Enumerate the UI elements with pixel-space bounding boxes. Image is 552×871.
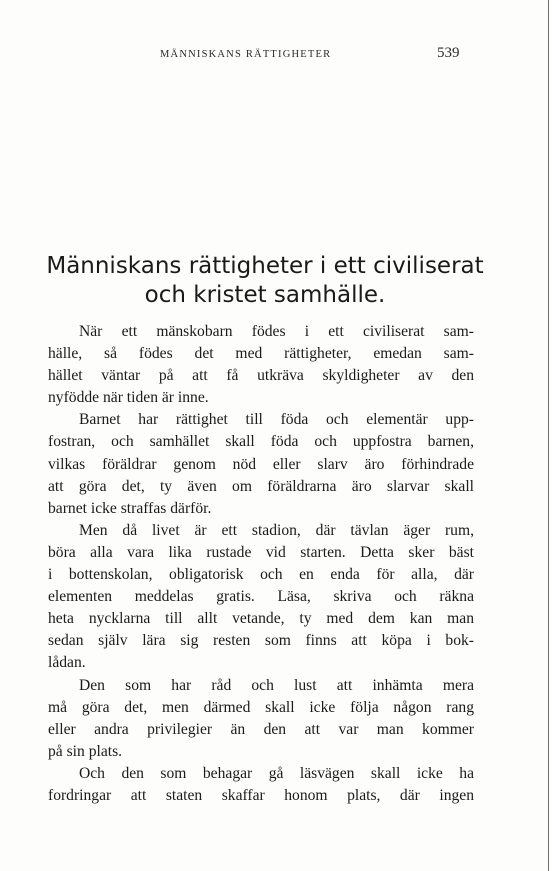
page-edge-line xyxy=(548,0,549,871)
paragraph-1-line: nyfödde när tiden är inne. xyxy=(48,389,209,407)
paragraph-1-line: hälle, så födes det med rättigheter, emedan sam- xyxy=(48,345,474,363)
paragraph-2-line: Barnet har rättighet till föda och elementär upp- xyxy=(79,411,474,429)
paragraph-3-line: heta nycklarna till allt vetande, ty med dem kan man xyxy=(48,610,474,628)
paragraph-5-line: Och den som behagar gå läsvägen skall icke ha xyxy=(79,764,474,782)
paragraph-4-line: må göra det, men därmed skall icke följa någon rang xyxy=(48,698,474,716)
body-text xyxy=(48,321,474,807)
paragraph-2-line: vilkas föräldrar genom nöd eller slarv äro förhindrade xyxy=(48,455,474,473)
running-head: MÄNNISKANS RÄTTIGHETER xyxy=(160,49,332,60)
paragraph-3-line: elementen meddelas gratis. Läsa, skriva och räkna xyxy=(48,588,474,606)
chapter-title-line-1: Människans rättigheter i ett civiliserat xyxy=(46,253,484,279)
chapter-title-line-2: och kristet samhälle. xyxy=(144,282,386,308)
paragraph-2-line: barnet icke straffas därför. xyxy=(48,499,212,517)
paragraph-2-line: fostran, och samhället skall föda och uppfostra barnen, xyxy=(48,433,474,451)
paragraph-3-line: i bottenskolan, obligatorisk och en enda för alla, där xyxy=(48,566,474,584)
paragraph-3-line: Men då livet är ett stadion, där tävlan äger rum, xyxy=(79,521,474,539)
paragraph-3-line: sedan själv lära sig resten som finns att köpa i bok- xyxy=(48,632,474,650)
paragraph-2-line: att göra det, ty även om föräldrarna äro slarvar skall xyxy=(48,477,474,495)
paragraph-4-line: Den som har råd och lust att inhämta mera xyxy=(79,676,474,694)
page-number: 539 xyxy=(437,45,460,61)
paragraph-1-line: När ett mänskobarn födes i ett civiliserat sam- xyxy=(79,323,474,340)
paragraph-4-line: på sin plats. xyxy=(48,742,123,760)
paragraph-1-line: hället väntar på att få utkräva skyldigheter av den xyxy=(48,367,474,385)
chapter-title xyxy=(30,252,500,310)
paragraph-3-line: böra alla vara lika rustade vid starten. Detta sker bäst xyxy=(48,543,474,561)
paragraph-4-line: eller andra privilegier än den att var man kommer xyxy=(48,720,474,738)
paragraph-3-line: lådan. xyxy=(48,654,86,672)
paragraph-5-line: fordringar att staten skaffar honom plats, där ingen xyxy=(48,786,474,804)
